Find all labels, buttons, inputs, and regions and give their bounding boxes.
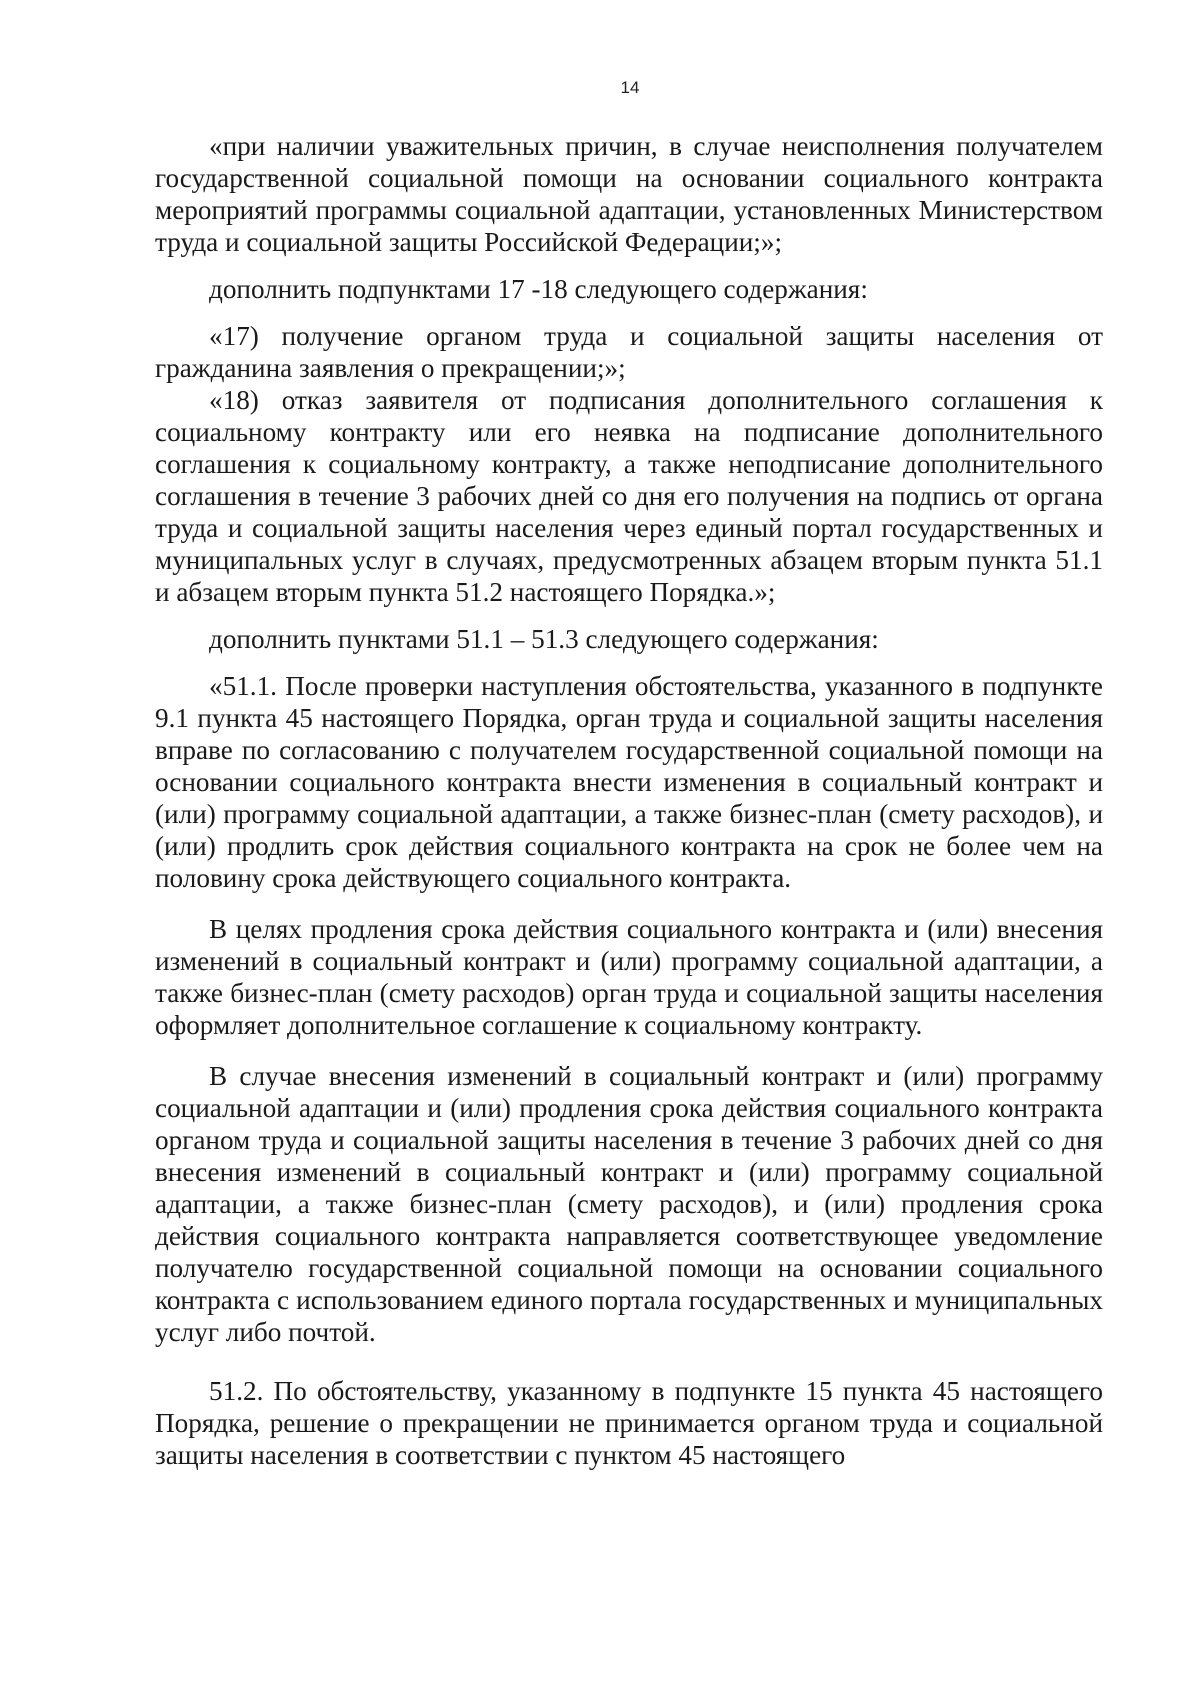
document-body [155, 130, 1103, 1471]
paragraph-item-51-1: «51.1. После проверки наступления обстоятельства, указанного в подпункте 9.1 пункта 45 настоящего Порядка, орган труда и социальной защиты населения вправе по согласованию с получателем государственной социальной помощи на основании социального контракта внести изменения в социальный контракт и (или) программу социальной адаптации, а также бизнес-план (смету расходов), и (или) продлить срок действия социального контракта на срок не более чем на половину срока действующего социального контракта. [155, 671, 1103, 893]
paragraph-subitem-18: «18) отказ заявителя от подписания дополнительного соглашения к социальному контракту или его неявка на подписание дополнительного соглашения к социальному контракту, а также неподписание дополнительного соглашения в течение 3 рабочих дней со дня его получения на подпись от органа труда и социальной защиты населения через единый портал государственных и муниципальных услуг в случаях, предусмотренных абзацем вторым пункта 51.1 и абзацем вторым пункта 51.2 настоящего Порядка.»; [155, 385, 1103, 607]
paragraph-extension-purpose: В целях продления срока действия социального контракта и (или) внесения изменений в социальный контракт и (или) программу социальной адаптации, а также бизнес-план (смету расходов) орган труда и социальной защиты населения оформляет дополнительное соглашение к социальному контракту. [155, 914, 1103, 1040]
paragraph-add-subitems: дополнить подпунктами 17 -18 следующего содержания: [209, 274, 868, 304]
paragraph-add-items: дополнить пунктами 51.1 – 51.3 следующего содержания: [209, 624, 879, 654]
paragraph-changes-notification: В случае внесения изменений в социальный контракт и (или) программу социальной адаптации и (или) продления срока действия социального контракта органом труда и социальной защиты населения в течение 3 рабочих дней со дня внесения изменений в социальный контракт и (или) программу социальной адаптации, а также бизнес-план (смету расходов), и (или) продления срока действия социального контракта направляется соответствующее уведомление получателю государственной социальной помощи на основании социального контракта с использованием единого портала государственных и муниципальных услуг либо почтой. [155, 1061, 1103, 1347]
paragraph-item-51-2: 51.2. По обстоятельству, указанному в подпункте 15 пункта 45 настоящего Порядка, решение о прекращении не принимается органом труда и социальной защиты населения в соответствии с пунктом 45 настоящего [155, 1376, 1103, 1470]
paragraph-subitem-17: «17) получение органом труда и социальной защиты населения от гражданина заявления о прекращении;»; [155, 321, 1103, 383]
page-number: 14 [620, 78, 640, 97]
paragraph-quote-reasons: «при наличии уважительных причин, в случае неисполнения получателем государственной социальной помощи на основании социального контракта мероприятий программы социальной адаптации, установленных Министерством труда и социальной защиты Российской Федерации;»; [155, 131, 1103, 257]
